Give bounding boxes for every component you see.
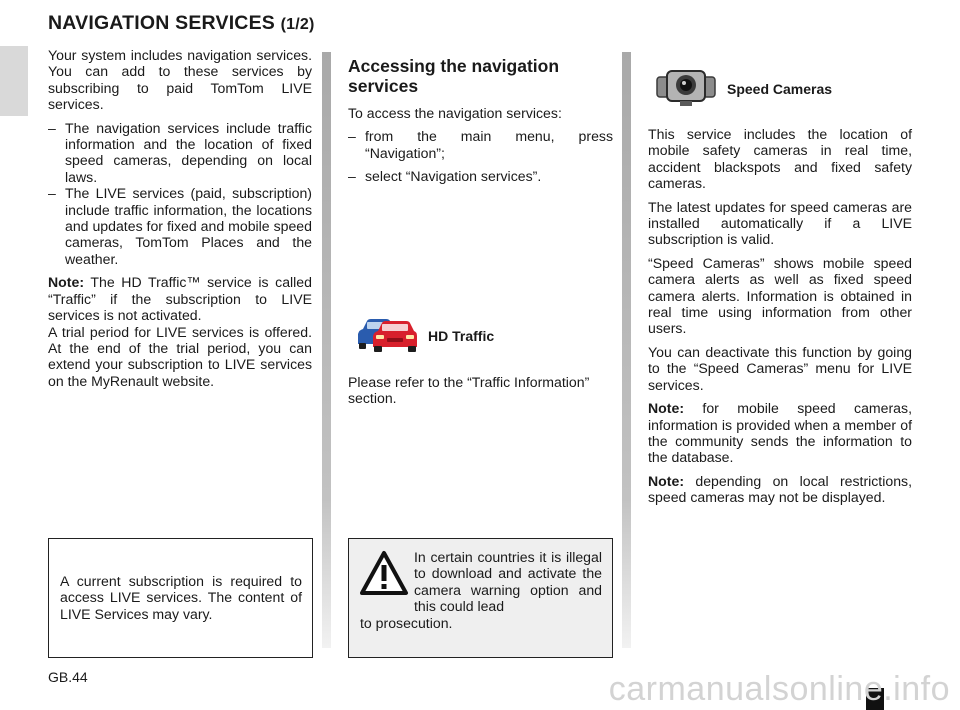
access-steps <box>348 128 613 184</box>
hd-traffic-icon <box>356 316 418 355</box>
list-dash: – <box>48 119 56 136</box>
speed-note <box>648 473 912 506</box>
column-divider <box>322 52 331 648</box>
speed-note <box>648 400 912 466</box>
speed-paragraph: “Speed Cameras” shows mobile speed camera alerts as well as fixed speed camera alerts. Information is obtained in real time using information from other users. <box>648 254 912 337</box>
hd-traffic-note: Please refer to the “Traffic Information” section. <box>348 374 590 407</box>
watermark: carmanualsonline.info <box>608 670 950 708</box>
list-dash: – <box>348 128 356 145</box>
speed-cameras-label: Speed Cameras <box>727 80 833 97</box>
access-intro: To access the navigation services: <box>348 105 562 121</box>
legal-warning-box <box>348 538 613 658</box>
speed-paragraph: You can deactivate this function by going to the “Speed Cameras” menu for LIVE services. <box>648 343 912 393</box>
list-item <box>48 185 312 267</box>
speed-paragraph: This service includes the location of mobile safety cameras in real time, accident blackspots and fixed safety cameras. <box>648 126 912 192</box>
legal-warning-text: In certain countries it is illegal to download and activate the camera warning option and this could lead <box>414 549 602 615</box>
list-item <box>48 120 312 186</box>
services-list <box>48 120 312 268</box>
note-label: Note: <box>648 472 685 489</box>
subscription-info-text: A current subscription is required to access LIVE services. The content of LIVE Services may vary. <box>60 573 302 622</box>
note-label: Note: <box>48 274 85 291</box>
note-text: for mobile speed cameras, information is provided when a member of the community sends the information to the database. <box>648 400 912 466</box>
note-text: depending on local restrictions, speed cameras may not be displayed. <box>648 472 912 506</box>
list-item <box>348 168 613 184</box>
column-1 <box>48 47 312 396</box>
hd-traffic-row <box>356 316 494 355</box>
speed-cameras-row <box>655 67 832 110</box>
warning-triangle-icon <box>359 550 409 596</box>
subscription-info-box <box>48 538 313 658</box>
column-divider <box>622 52 631 648</box>
list-item-text: select “Navigation services”. <box>365 168 542 185</box>
column-2 <box>348 56 613 192</box>
section-heading: Accessing the navigation services <box>348 56 560 96</box>
note-paragraph <box>48 274 312 323</box>
page-number: GB.44 <box>48 669 88 685</box>
intro-paragraph: Your system includes navigation services. You can add to these services by subscribing to paid TomTom LIVE services. <box>48 47 312 113</box>
speed-camera-icon <box>655 67 717 110</box>
list-item <box>348 128 613 161</box>
section-tab-marker <box>0 46 28 116</box>
list-item-text: from the main menu, press “Navigation”; <box>365 128 613 161</box>
column-3 <box>648 126 912 513</box>
trial-paragraph: A trial period for LIVE services is offered. At the end of the trial period, you can extend your subscription to LIVE services on the MyRenault website. <box>48 323 312 389</box>
hd-traffic-label: HD Traffic <box>428 327 495 344</box>
speed-paragraph: The latest updates for speed cameras are installed automatically if a LIVE subscription is valid. <box>648 198 912 248</box>
page-title-suffix: (1/2) <box>280 16 315 33</box>
list-item-text: The navigation services include traffic information and the location of fixed speed cameras, depending on local laws. <box>65 119 312 185</box>
list-item-text: The LIVE services (paid, subscription) include traffic information, the locations and updates for fixed and mobile speed cameras, TomTom Places and the weather. <box>65 185 312 267</box>
legal-warning-text-end: to prosecution. <box>360 615 453 631</box>
list-dash: – <box>48 185 56 202</box>
list-dash: – <box>348 168 356 185</box>
page-title-text: NAVIGATION SERVICES <box>48 12 276 34</box>
page-title <box>48 12 315 35</box>
note-label: Note: <box>648 400 685 417</box>
note-text: The HD Traffic™ service is called “Traffic” if the subscription to LIVE services is not activated. <box>48 274 312 324</box>
